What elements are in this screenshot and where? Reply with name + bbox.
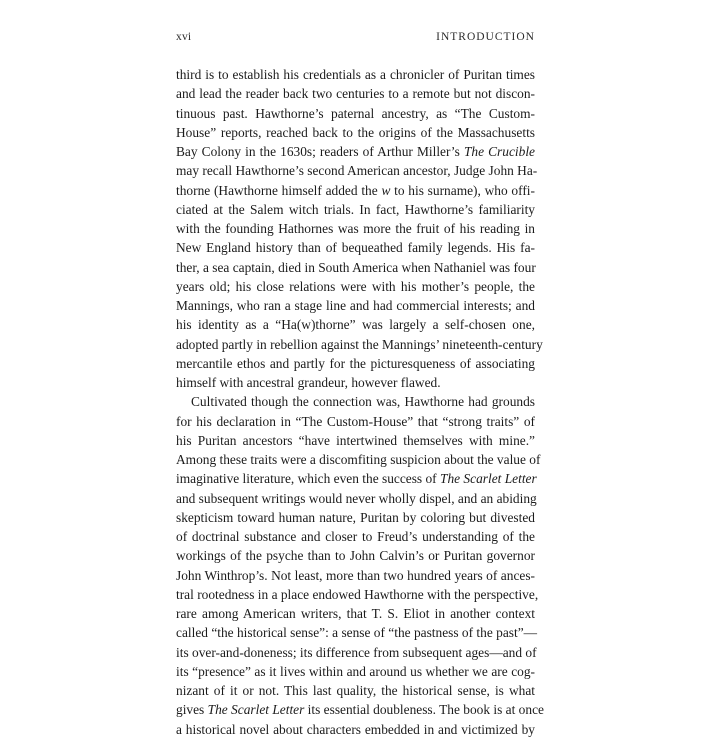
text-line: workings of the psyche than to John Calvin’s or Puritan governor — [176, 548, 535, 564]
paragraph-last-line: himself with ancestral grandeur, however flawed. — [176, 375, 441, 390]
text-line: third is to establish his credentials as a chronicler of Puritan times — [176, 67, 535, 82]
text-line: imaginative literature, which even the success of The Scarlet Letter — [176, 471, 537, 487]
text-line: thorne (Hawthorne himself added the w to his surname), who offi- — [176, 182, 535, 198]
text-line: adopted partly in rebellion against the Mannings’ nineteenth-century — [176, 336, 543, 352]
text-line: years old; his close relations were with his mother’s people, the — [176, 278, 535, 294]
text-line: tinuous past. Hawthorne’s paternal ancestry, as “The Custom- — [176, 105, 535, 121]
text-line: Bay Colony in the 1630s; readers of Arthur Miller’s The Crucible — [176, 144, 535, 159]
text-line: ther, a sea captain, died in South America when Nathaniel was four — [176, 259, 536, 275]
book-title-italic: The Crucible — [463, 144, 535, 159]
book-title-italic: The Scarlet Letter — [207, 702, 305, 718]
text-line: skepticism toward human nature, Puritan by coloring but divested — [176, 509, 535, 525]
book-title-italic: The Scarlet Letter — [440, 471, 537, 487]
text-line: gives The Scarlet Letter its essential doubleness. The book is at once — [176, 702, 544, 718]
page-number: xvi — [176, 31, 192, 43]
text-line: called “the historical sense”: a sense of “the pastness of the past”— — [176, 625, 538, 641]
text-line: its “presence” as it lives within and around us whether we are cog- — [176, 663, 535, 679]
text-line: John Winthrop’s. Not least, more than two hundred years of ances- — [176, 567, 535, 583]
text-line: nizant of it or not. This last quality, the historical sense, is what — [176, 683, 535, 698]
text-line: may recall Hawthorne’s second American ancestor, Judge John Ha- — [176, 163, 538, 179]
text-line: with the founding Hathornes was more the fruit of his reading in — [176, 221, 535, 236]
text-line: and subsequent writings would never wholly dispel, and an abiding — [176, 490, 537, 506]
text-line: of doctrinal substance and closer to Freud’s understanding of the — [176, 529, 535, 544]
text-line: its over-and-doneness; its difference from subsequent ages—and of — [176, 644, 537, 660]
text-line: tral rootedness in a place endowed Hawthorne with the perspective, — [176, 586, 539, 602]
text-line: New England history than of bequeathed family legends. His fa- — [176, 240, 535, 256]
text-line: House” reports, reached back to the origins of the Massachusetts — [176, 124, 535, 140]
italic-letter: w — [381, 182, 391, 198]
text-line: his identity as a “Ha(w)thorne” was largely a self-chosen one, — [176, 317, 535, 333]
text-line: and lead the reader back two centuries to a remote but not discon- — [176, 86, 535, 102]
text-line: Among these traits were a discomfiting suspicion about the value of — [176, 452, 541, 467]
text-line: rare among American writers, that T. S. Eliot in another context — [176, 606, 535, 621]
text-line: his Puritan ancestors “have intertwined themselves with mine.” — [176, 432, 535, 448]
text-line: Mannings, who ran a stage line and had commercial interests; and — [176, 298, 535, 313]
running-head — [176, 31, 535, 47]
text-line: for his declaration in “The Custom-House” that “strong traits” of — [176, 413, 535, 429]
paragraph-first-line: Cultivated though the connection was, Hawthorne had grounds — [191, 394, 535, 410]
chapter-title: INTRODUCTION — [436, 31, 535, 43]
text-line: mercantile ethos and partly for the picturesqueness of associating — [176, 355, 535, 371]
body-text — [176, 65, 544, 739]
text-line: ciated at the Salem witch trials. In fact, Hawthorne’s familiarity — [176, 201, 535, 217]
text-line: a historical novel about characters embedded in and victimized by — [176, 721, 535, 737]
